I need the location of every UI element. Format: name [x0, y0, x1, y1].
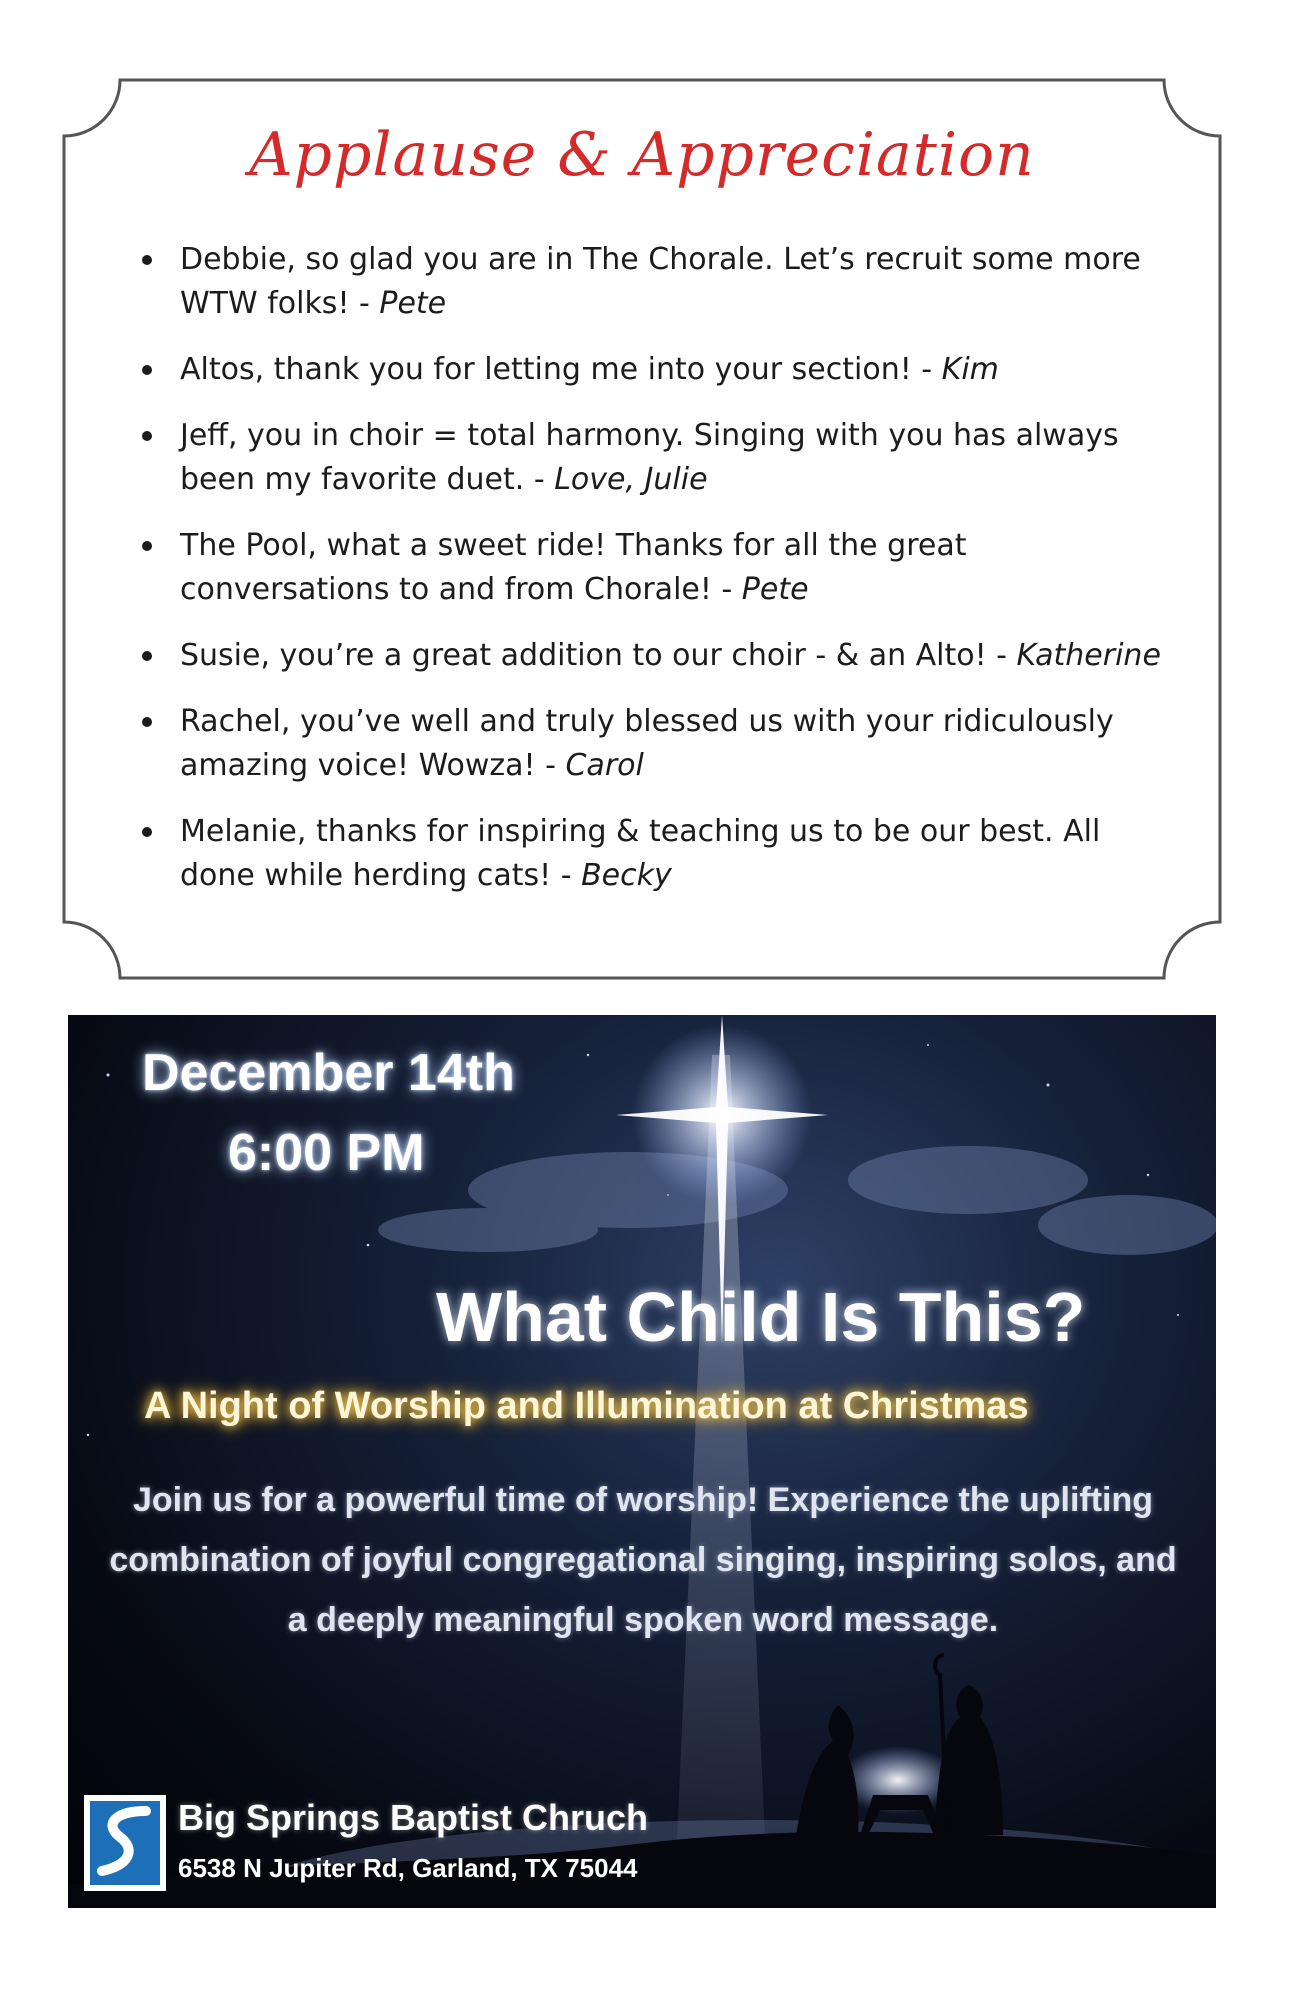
list-item: Rachel, you’ve well and truly blessed us with your ridiculously amazing voice! Wowza! - Carol: [136, 700, 1176, 788]
bullet: [142, 541, 152, 551]
author: Becky: [581, 858, 672, 893]
church-address: 6538 N Jupiter Rd, Garland, TX 75044: [178, 1853, 638, 1883]
event-subtitle: A Night of Worship and Illumination at Christmas: [144, 1385, 1029, 1427]
applause-title: Applause & Appreciation: [249, 120, 1035, 190]
list-item: Susie, you’re a great addition to our choir - & an Alto! - Katherine: [136, 634, 1176, 678]
applause-list: [136, 238, 1176, 920]
church-name: Big Springs Baptist Chruch: [178, 1797, 649, 1838]
mary-silhouette: [796, 1705, 859, 1835]
event-title: What Child Is This?: [436, 1278, 1086, 1356]
event-date: December 14th: [142, 1044, 515, 1102]
bullet: [142, 431, 152, 441]
bullet: [142, 651, 152, 661]
author: Pete: [741, 572, 809, 607]
church-logo-icon: [84, 1795, 166, 1891]
list-item: Melanie, thanks for inspiring & teaching us to be our best. All done while herding cats! - Becky: [136, 810, 1176, 898]
event-description: Join us for a powerful time of worship! Experience the uplifting combination of joyful congregational singing, inspiring solos, and a deeply meaningful spoken word message.: [109, 1481, 1177, 1639]
author: Love, Julie: [554, 462, 708, 497]
author: Kim: [941, 352, 999, 387]
list-item: Debbie, so glad you are in The Chorale. Let’s recruit some more WTW folks! - Pete: [136, 238, 1176, 326]
author: Pete: [379, 286, 447, 321]
event-time: 6:00 PM: [228, 1124, 425, 1182]
list-item: The Pool, what a sweet ride! Thanks for all the great conversations to and from Chorale! - Pete: [136, 524, 1176, 612]
list-item: Jeff, you in choir = total harmony. Singing with you has always been my favorite duet. - Love, Julie: [136, 414, 1176, 502]
bullet: [142, 717, 152, 727]
bullet: [142, 255, 152, 265]
bullet: [142, 365, 152, 375]
applause-card: [62, 78, 1222, 980]
bullet: [142, 827, 152, 837]
author: Katherine: [1016, 638, 1161, 673]
list-item: Altos, thank you for letting me into your section! - Kim: [136, 348, 1176, 392]
author: Carol: [565, 748, 644, 783]
event-flyer: [68, 1015, 1216, 1908]
